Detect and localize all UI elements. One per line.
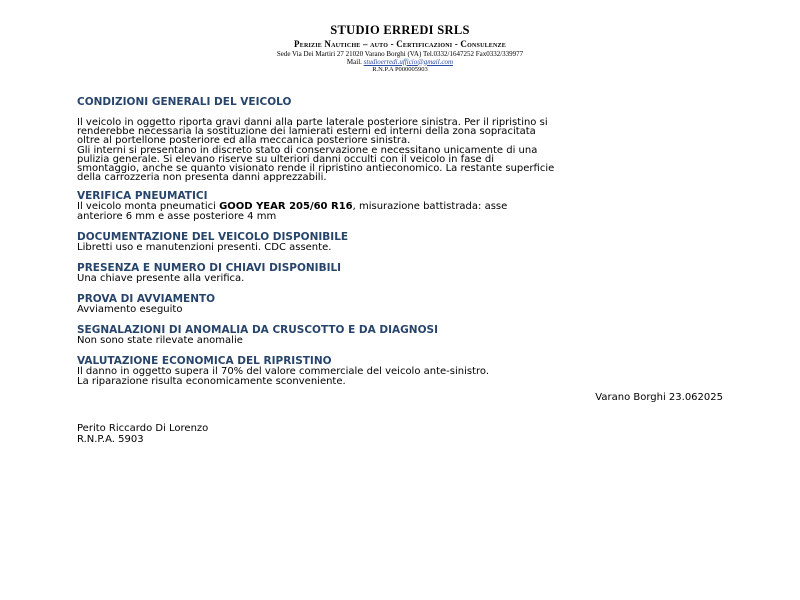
documentation-text: Libretti uso e manutenzioni presenti. CDC assente. (77, 242, 332, 254)
mail-link[interactable]: studioerredi.ufficio@gmail.com (363, 57, 454, 66)
valuation-text-line1: Il danno in oggetto supera il 70% del valore commerciale del veicolo ante-sinistro. (77, 366, 490, 378)
general-conditions-text (77, 118, 722, 182)
section-title-keys: PRESENZA E NUMERO DI CHIAVI DISPONIBILI (77, 262, 342, 275)
tyres-text-before: Il veicolo monta pneumatici (77, 201, 220, 213)
dashboard-anomalies-text: Non sono state rilevate anomalie (77, 335, 243, 347)
signer-rnpa: R.N.P.A. 5903 (77, 434, 144, 445)
company-mail-line (0, 59, 800, 66)
paragraph-line: smontaggio, anche se quanto visionato rende il ripristino antieconomico. La restante superficie (77, 163, 555, 175)
start-test-text: Avviamento eseguito (77, 304, 183, 316)
section-title-tyres: VERIFICA PNEUMATICI (77, 190, 208, 203)
paragraph-line: Il veicolo in oggetto riporta gravi danni alla parte laterale posteriore sinistra. Per il ripristino si (77, 117, 548, 128)
tyres-text-line2: anteriore 6 mm e asse posteriore 4 mm (77, 211, 277, 223)
letterhead (0, 24, 800, 73)
company-name: STUDIO ERREDI SRLS (330, 23, 470, 37)
place-and-date: Varano Borghi 23.062025 (595, 392, 723, 403)
section-title-general-conditions: CONDIZIONI GENERALI DEL VEICOLO (77, 96, 292, 108)
company-address: Sede Via Dei Martiri 27 21020 Varano Borghi (VA) Tel.0332/1647252 Fax0332/339977 (276, 49, 524, 58)
tyres-text-after: , misurazione battistrada: asse (352, 201, 508, 213)
paragraph-line: oltre al portellone posteriore ed alla meccanica posteriore sinistra. (77, 135, 411, 147)
keys-text: Una chiave presente alla verifica. (77, 273, 245, 285)
section-title-dashboard-anomalies: SEGNALAZIONI DI ANOMALIA DA CRUSCOTTO E DA DIAGNOSI (77, 324, 438, 337)
section-title-economic-valuation: VALUTAZIONE ECONOMICA DEL RIPRISTINO (77, 355, 332, 368)
report-body (77, 96, 722, 387)
paragraph-line: renderebbe necessaria la sostituzione dei lamierati esterni ed interni della zona sopracitata (77, 126, 536, 138)
paragraph-line: Gli interni si presentano in discreto stato di conservazione e necessitano unicamente di una (77, 144, 538, 156)
section-title-documentation: DOCUMENTAZIONE DEL VEICOLO DISPONIBILE (77, 231, 349, 244)
paragraph-line: pulizia generale. Si elevano riserve su ulteriori danni occulti con il veicolo in fase di (77, 153, 495, 165)
mail-label: Mail. (346, 57, 362, 66)
company-rnpa: R.N.P.A P000005903 (372, 65, 428, 73)
signer-name: Perito Riccardo Di Lorenzo (77, 423, 209, 434)
section-title-start-test: PROVA DI AVVIAMENTO (77, 293, 216, 306)
valuation-text-line2: La riparazione risulta economicamente sconveniente. (77, 376, 346, 388)
company-subtitle: Perizie Nautiche – auto - Certificazioni - Consulenze (294, 38, 506, 49)
tyre-model: GOOD YEAR 205/60 R16 (219, 201, 353, 213)
paragraph-line: della carrozzeria non presenta danni apprezzabili. (77, 172, 327, 184)
signature-block (77, 423, 208, 445)
